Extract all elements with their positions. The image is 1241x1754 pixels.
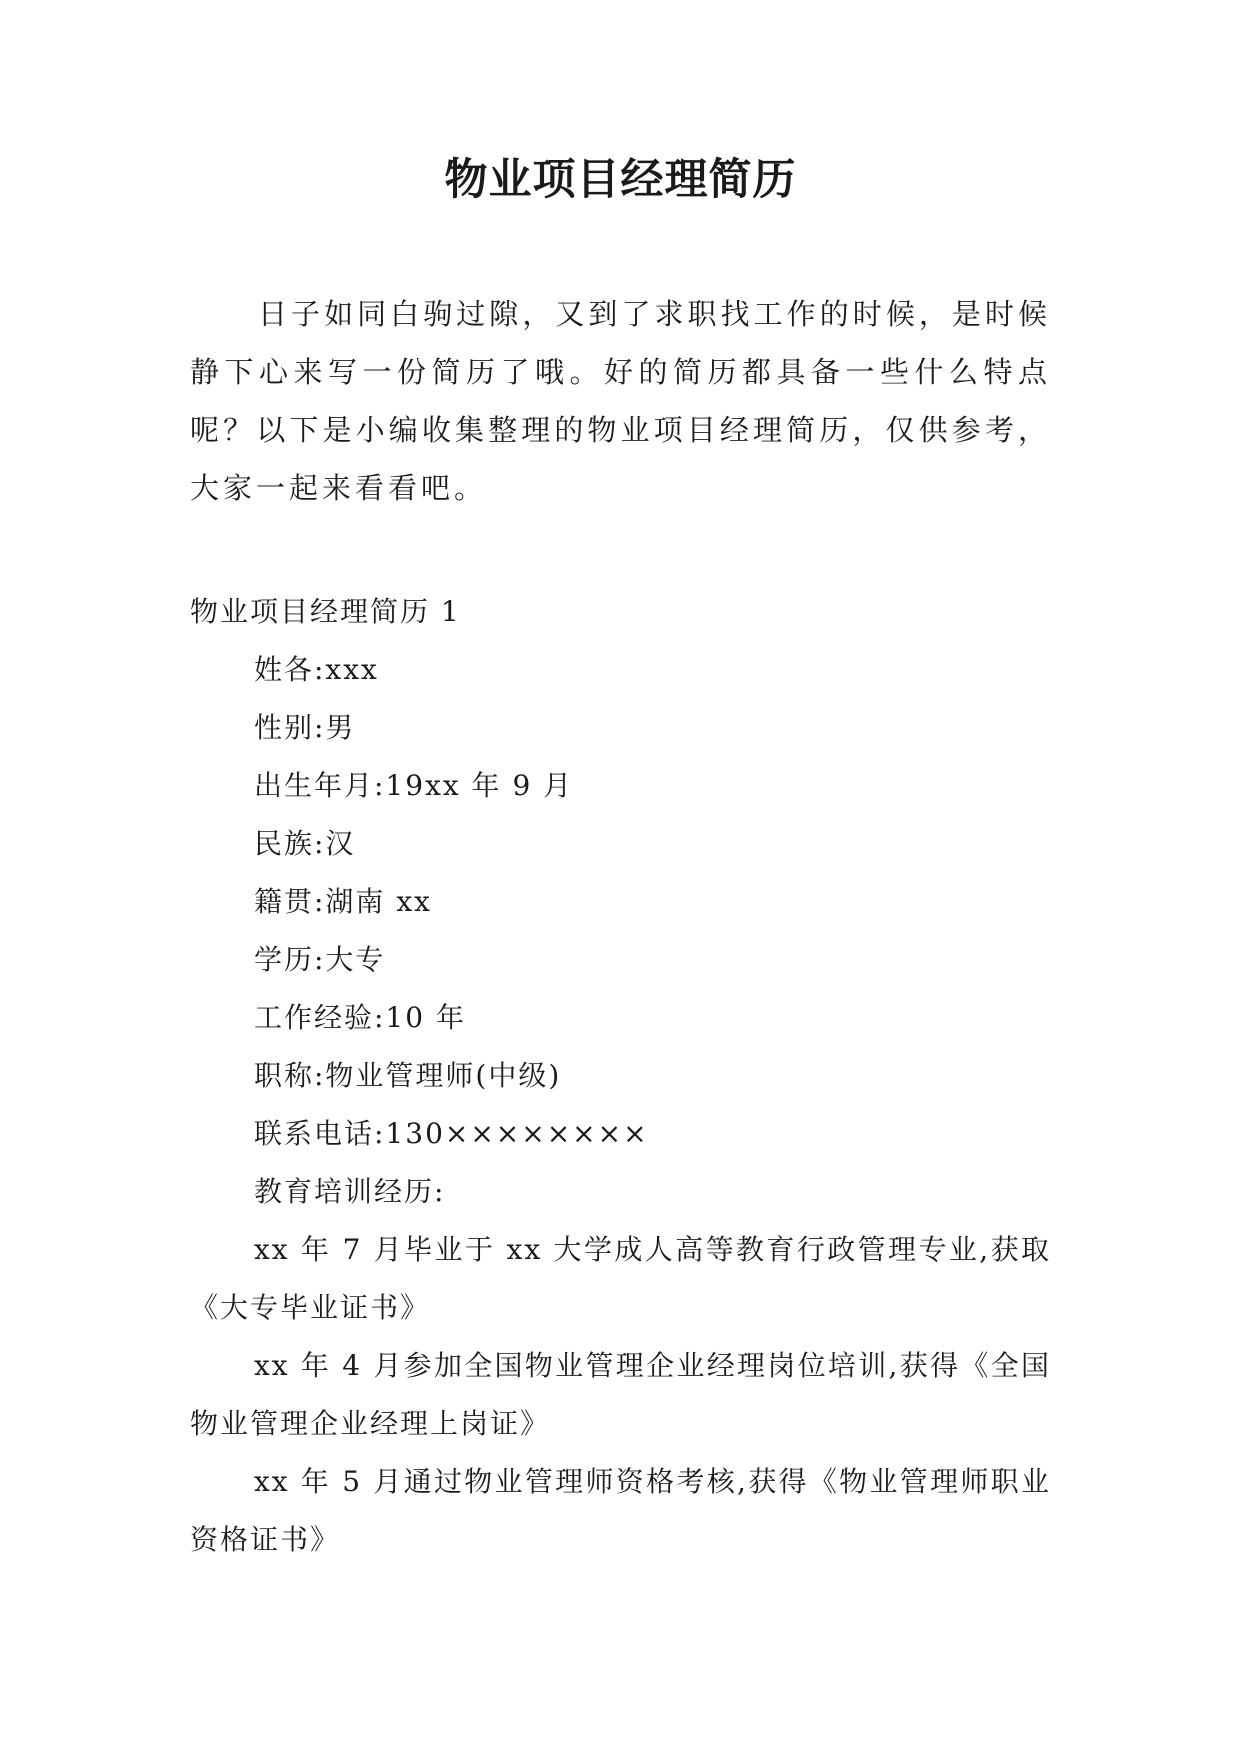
field-title: 职称:物业管理师(中级) <box>254 1059 562 1092</box>
education-entry-2: xx 年 4 月参加全国物业管理企业经理岗位培训,获得《全国物业管理企业经理上岗证》 <box>190 1349 1051 1440</box>
education-entry-1: xx 年 7 月毕业于 xx 大学成人高等教育行政管理专业,获取《大专毕业证书》 <box>190 1233 1051 1324</box>
field-name: 姓各:xxx <box>254 653 379 686</box>
document-title: 物业项目经理简历 <box>444 155 797 205</box>
field-education-level: 学历:大专 <box>254 943 386 976</box>
field-hometown: 籍贯:湖南 xx <box>254 885 432 918</box>
field-phone: 联系电话:130×××××××× <box>254 1117 649 1150</box>
field-work-experience: 工作经验:10 年 <box>254 1001 466 1034</box>
field-education-history-label: 教育培训经历: <box>254 1175 446 1208</box>
resume-content <box>190 583 1051 1569</box>
education-entry-3: xx 年 5 月通过物业管理师资格考核,获得《物业管理师职业资格证书》 <box>190 1465 1051 1556</box>
field-ethnicity: 民族:汉 <box>254 827 356 860</box>
field-gender: 性别:男 <box>254 711 356 744</box>
field-birth: 出生年月:19xx 年 9 月 <box>254 769 574 802</box>
section-heading: 物业项目经理简历 1 <box>190 595 461 628</box>
intro-paragraph: 日子如同白驹过隙，又到了求职找工作的时候，是时候静下心来写一份简历了哦。好的简历都具备一些什么特点呢？以下是小编收集整理的物业项目经理简历，仅供参考，大家一起来看看吧。 <box>190 297 1051 505</box>
